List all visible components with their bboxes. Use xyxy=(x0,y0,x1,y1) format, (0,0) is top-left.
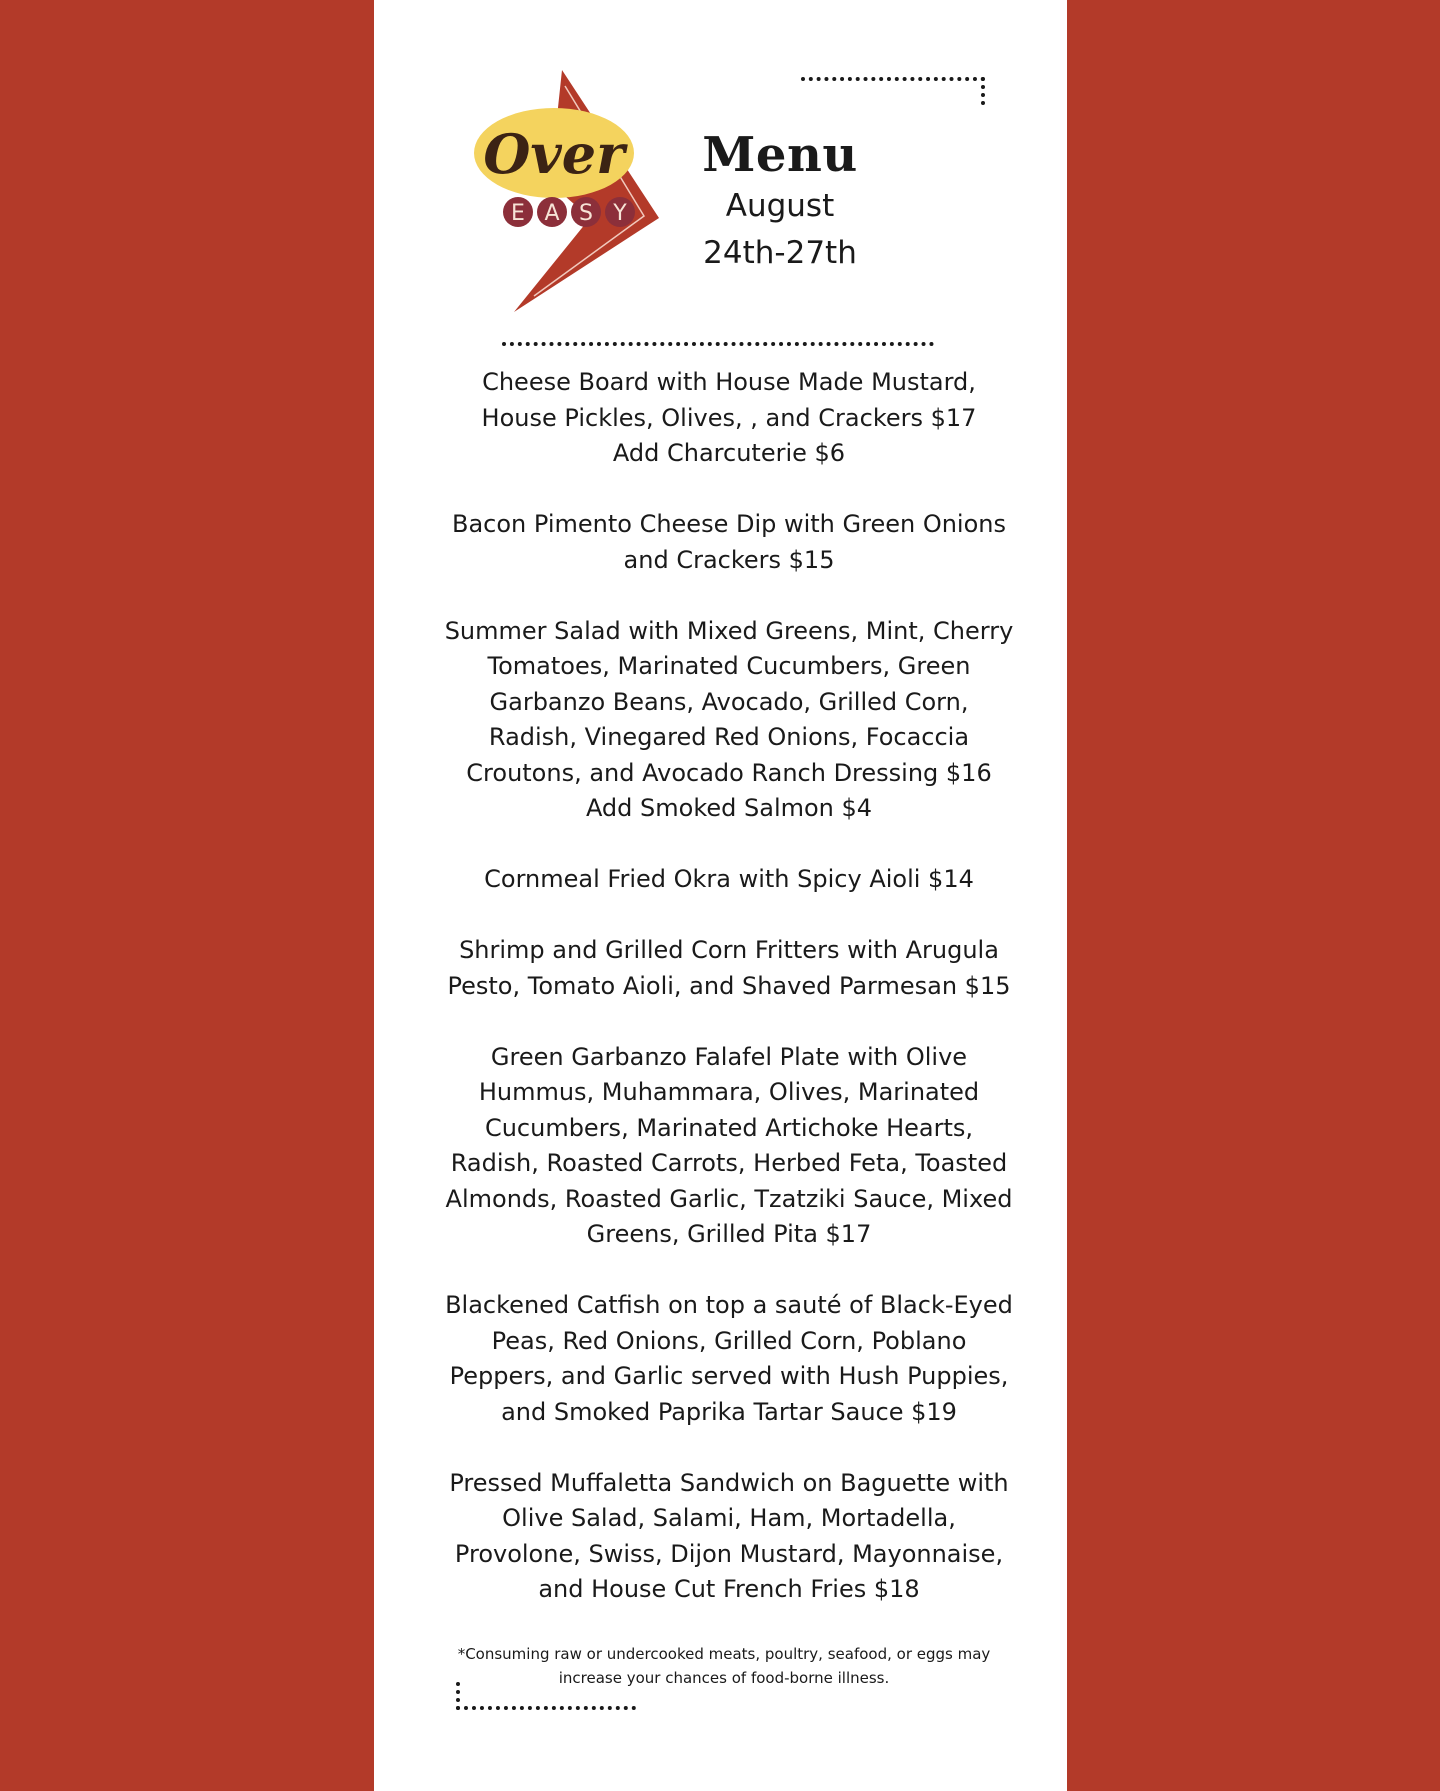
menu-item-text: Cheese Board with House Made Mustard, House Pickles, Olives, , and Crackers $17 xyxy=(481,368,977,432)
over-easy-logo xyxy=(472,68,672,313)
logo-letter: S xyxy=(579,201,593,226)
logo-easy-badges xyxy=(503,197,635,227)
menu-item-corn-fritters xyxy=(444,933,1014,1004)
menu-item-text: Blackened Catfish on top a sauté of Black-Eyed Peas, Red Onions, Grilled Corn, Poblano Peppers, and Garlic served with Hush Puppies, and Smoked Paprika Tartar Sauce $19 xyxy=(445,1291,1013,1426)
menu-item-blackened-catfish xyxy=(444,1288,1014,1430)
menu-item-text: Summer Salad with Mixed Greens, Mint, Cherry Tomatoes, Marinated Cucumbers, Green Garbanzo Beans, Avocado, Grilled Corn, Radish, Vinegared Red Onions, Focaccia Croutons, and Avocado Ranch Dressing $16 Add Smoked Salmon $4 xyxy=(444,616,1014,822)
menu-date-range: 24th-27th xyxy=(703,235,857,272)
menu-date-month: August xyxy=(725,188,835,225)
menu-item-fried-okra xyxy=(444,862,1014,898)
menu-item-falafel-plate xyxy=(444,1040,1014,1253)
logo-word-over: Over xyxy=(483,122,625,186)
dotted-corner-top-right xyxy=(801,77,985,105)
logo-letter: E xyxy=(511,201,525,226)
menu-item-text: Shrimp and Grilled Corn Fritters with Arugula Pesto, Tomato Aioli, and Shaved Parmesan $15 xyxy=(447,936,1011,1000)
menu-items-list xyxy=(444,365,1014,1643)
menu-title: Menu xyxy=(702,127,858,183)
menu-item-cheese-board xyxy=(444,365,1014,472)
menu-item-text: Cornmeal Fried Okra with Spicy Aioli $14 xyxy=(484,865,974,893)
menu-item-summer-salad xyxy=(444,614,1014,827)
logo-letter: Y xyxy=(613,201,627,226)
food-safety-disclaimer: *Consuming raw or undercooked meats, poultry, seafood, or eggs may increase your chances of food-borne illness. xyxy=(457,1645,991,1687)
dotted-corner-bottom-left xyxy=(456,1682,636,1710)
menu-item-text: Bacon Pimento Cheese Dip with Green Onions and Crackers $15 xyxy=(451,510,1006,574)
logo-letter: A xyxy=(544,201,560,226)
menu-item-muffaletta xyxy=(444,1466,1014,1608)
menu-panel xyxy=(374,0,1067,1791)
menu-header xyxy=(674,128,886,277)
menu-item-text: Green Garbanzo Falafel Plate with Olive Hummus, Muhammara, Olives, Marinated Cucumbers, Marinated Artichoke Hearts, Radish, Roasted Carrots, Herbed Feta, Toasted Almonds, Roasted Garlic, Tzatziki Sauce, Mixed Greens, Grilled Pita $17 xyxy=(445,1042,1013,1248)
menu-item-pimento-dip xyxy=(444,507,1014,578)
menu-item-addon: Add Charcuterie $6 xyxy=(612,439,846,467)
dotted-divider xyxy=(502,342,934,346)
menu-item-text: Pressed Muffaletta Sandwich on Baguette with Olive Salad, Salami, Ham, Mortadella, Provolone, Swiss, Dijon Mustard, Mayonnaise, and House Cut French Fries $18 xyxy=(449,1468,1009,1603)
